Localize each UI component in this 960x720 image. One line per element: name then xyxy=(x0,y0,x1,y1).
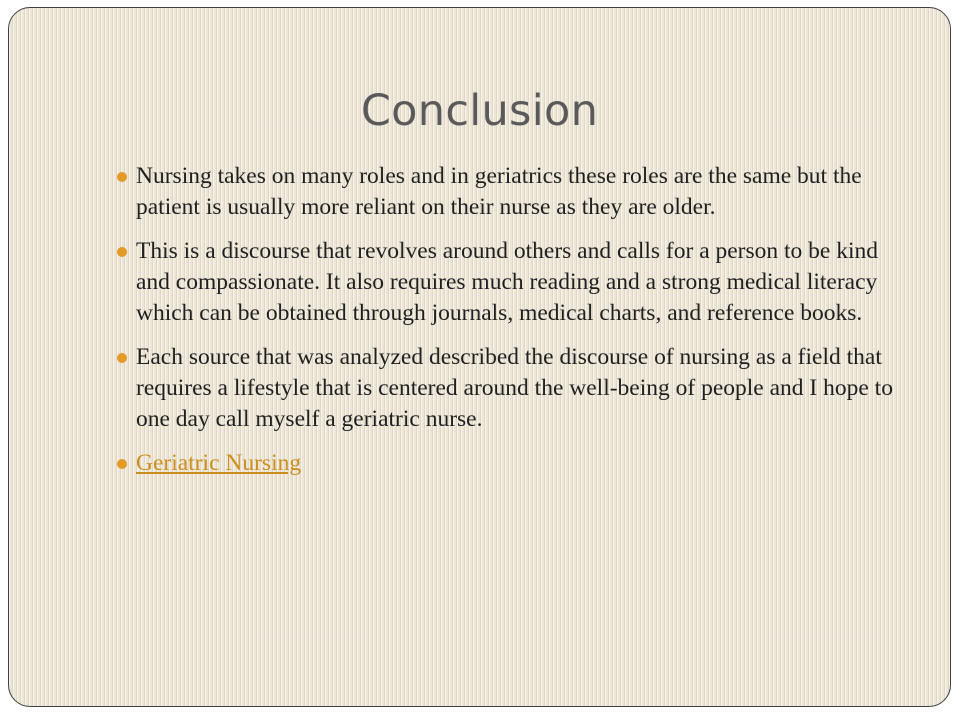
slide xyxy=(8,7,951,707)
slide-title: Conclusion xyxy=(360,86,599,136)
geriatric-nursing-link[interactable]: Geriatric Nursing xyxy=(136,450,302,476)
bullet-text: This is a discourse that revolves around others and calls for a person to be kind and compassionate. It also requires much reading and a strong medical literacy which can be obtained through journals, medical charts, and reference books. xyxy=(136,238,879,326)
bullet-item xyxy=(107,448,907,479)
bullet-dot-icon xyxy=(117,459,127,469)
bullet-item xyxy=(107,236,907,329)
bullet-item xyxy=(107,161,907,223)
bullet-dot-icon xyxy=(117,172,127,182)
bullet-list xyxy=(107,161,907,492)
bullet-text: Each source that was analyzed described the discourse of nursing as a field that requires a lifestyle that is centered around the well-being of people and I hope to one day call myself a geriatric nurse. xyxy=(136,344,893,432)
bullet-item xyxy=(107,342,907,435)
bullet-dot-icon xyxy=(117,247,127,257)
bullet-text: Nursing takes on many roles and in geriatrics these roles are the same but the patient is usually more reliant on their nurse as they are older. xyxy=(136,163,862,220)
bullet-dot-icon xyxy=(117,353,127,363)
